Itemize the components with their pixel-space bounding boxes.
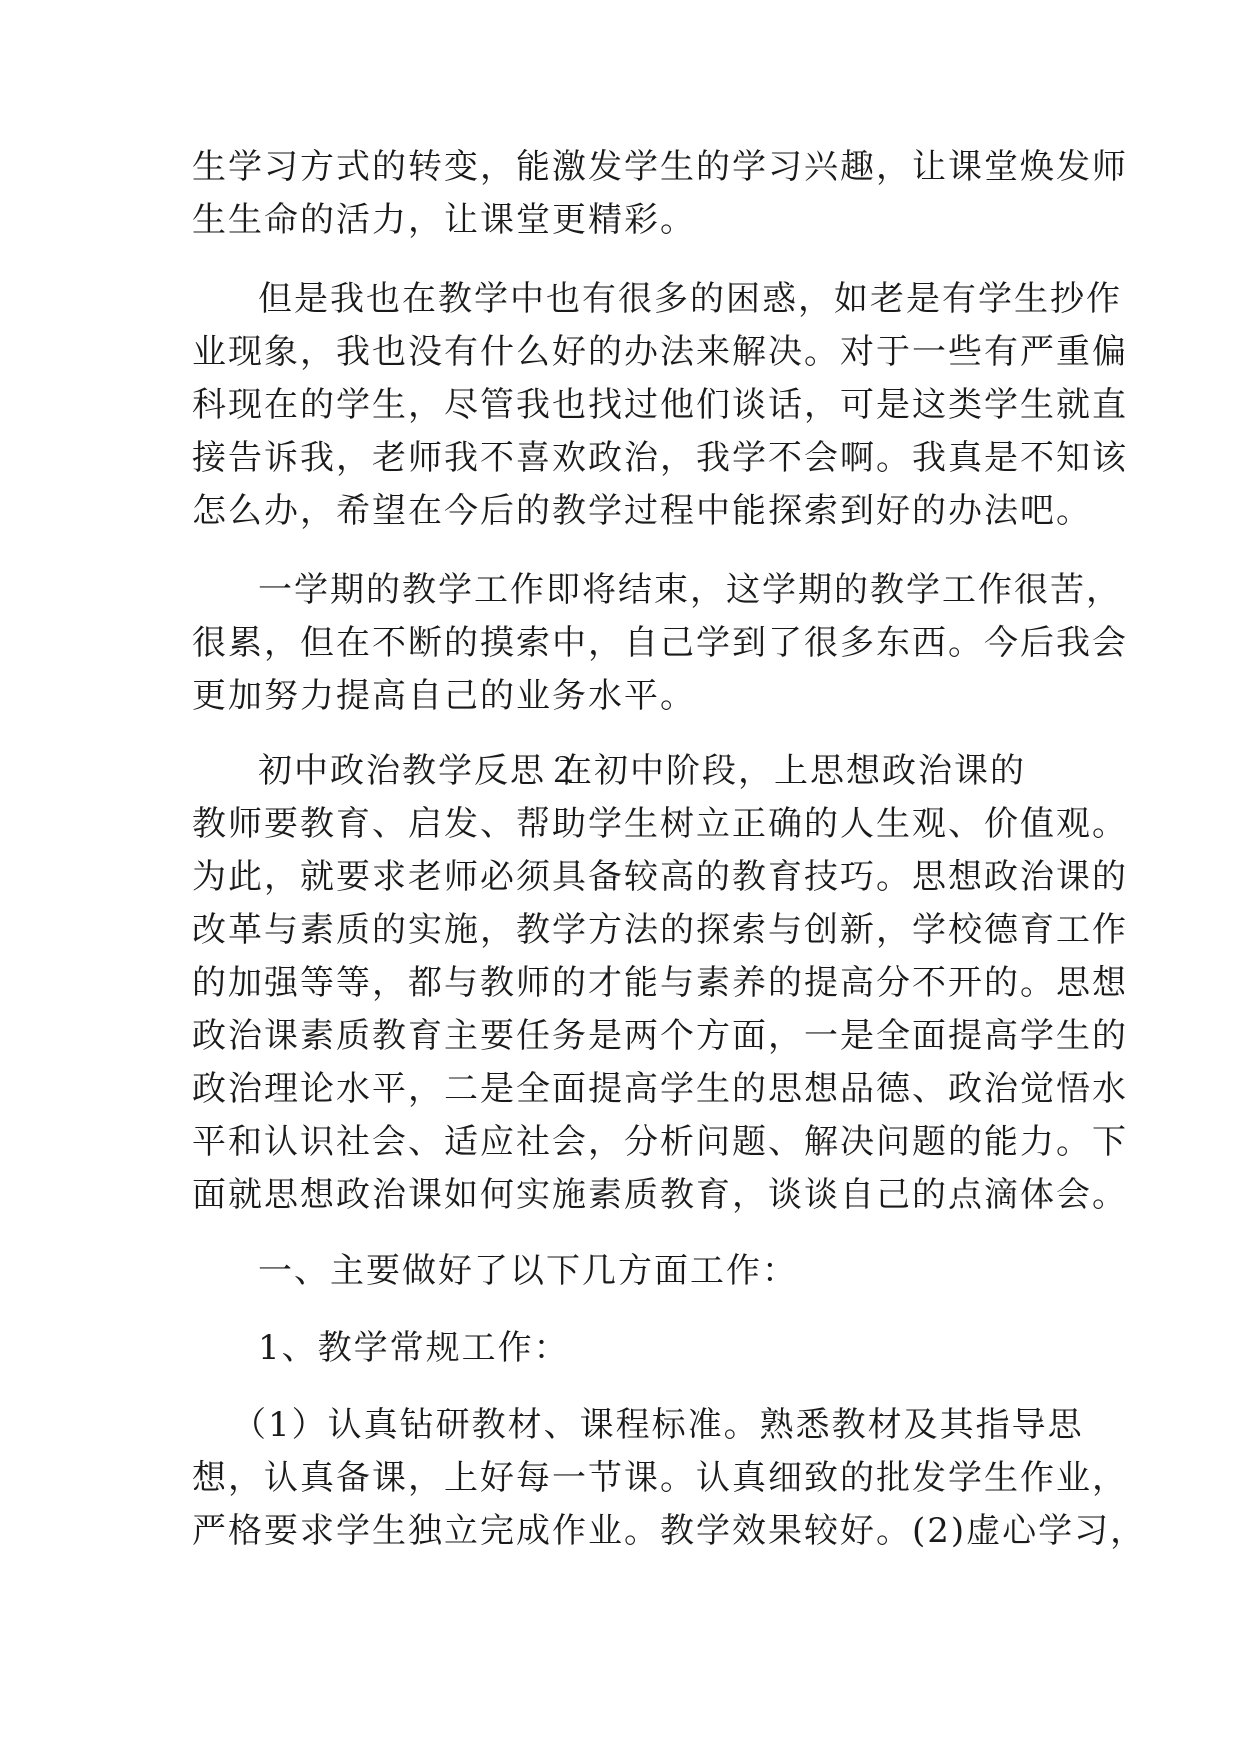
text-line: 想，认真备课，上好每一节课。认真细致的批发学生作业，: [192, 1458, 1128, 1498]
text-line: 一学期的教学工作即将结束，这学期的教学工作很苦，: [258, 570, 1122, 610]
text-line: 科现在的学生，尽管我也找过他们谈话，可是这类学生就直: [192, 385, 1128, 425]
text-line: 生生命的活力，让课堂更精彩。: [192, 200, 696, 240]
numbered-subheading: 1、教学常规工作：: [258, 1328, 570, 1368]
section-heading-line: [258, 741, 1052, 801]
text-line: 为此，就要求老师必须具备较高的教育技巧。思想政治课的: [192, 857, 1128, 897]
text-line: 严格要求学生独立完成作业。教学效果较好。(2)虚心学习，: [192, 1511, 1147, 1551]
text-line: 接告诉我，老师我不喜欢政治，我学不会啊。我真是不知该: [192, 438, 1128, 478]
text-line: 平和认识社会、适应社会，分析问题、解决问题的能力。下: [192, 1122, 1128, 1162]
text-line: （1）认真钻研教材、课程标准。熟悉教材及其指导思: [232, 1405, 1084, 1445]
text-line: 生学习方式的转变，能激发学生的学习兴趣，让课堂焕发师: [192, 147, 1128, 187]
text-line: 教师要教育、启发、帮助学生树立正确的人生观、价值观。: [192, 804, 1128, 844]
text-line: 面就思想政治课如何实施素质教育，谈谈自己的点滴体会。: [192, 1175, 1128, 1215]
text-line: 政治理论水平，二是全面提高学生的思想品德、政治觉悟水: [192, 1069, 1128, 1109]
section-title-continuation: 在初中阶段，上思想政治课的: [558, 751, 1026, 791]
text-line: 但是我也在教学中也有很多的困惑，如老是有学生抄作: [258, 279, 1122, 319]
text-line: 很累，但在不断的摸索中，自己学到了很多东西。今后我会: [192, 623, 1128, 663]
text-line: 更加努力提高自己的业务水平。: [192, 676, 696, 716]
text-line: 的加强等等，都与教师的才能与素养的提高分不开的。思想: [192, 963, 1128, 1003]
text-line: 业现象，我也没有什么好的办法来解决。对于一些有严重偏: [192, 332, 1128, 372]
numbered-heading: 一、主要做好了以下几方面工作：: [258, 1251, 798, 1291]
text-line: 政治课素质教育主要任务是两个方面，一是全面提高学生的: [192, 1016, 1128, 1056]
text-line: 改革与素质的实施，教学方法的探索与创新，学校德育工作: [192, 910, 1128, 950]
text-line: 怎么办，希望在今后的教学过程中能探索到好的办法吧。: [192, 491, 1092, 531]
section-title: 初中政治教学反思２: [258, 751, 582, 791]
